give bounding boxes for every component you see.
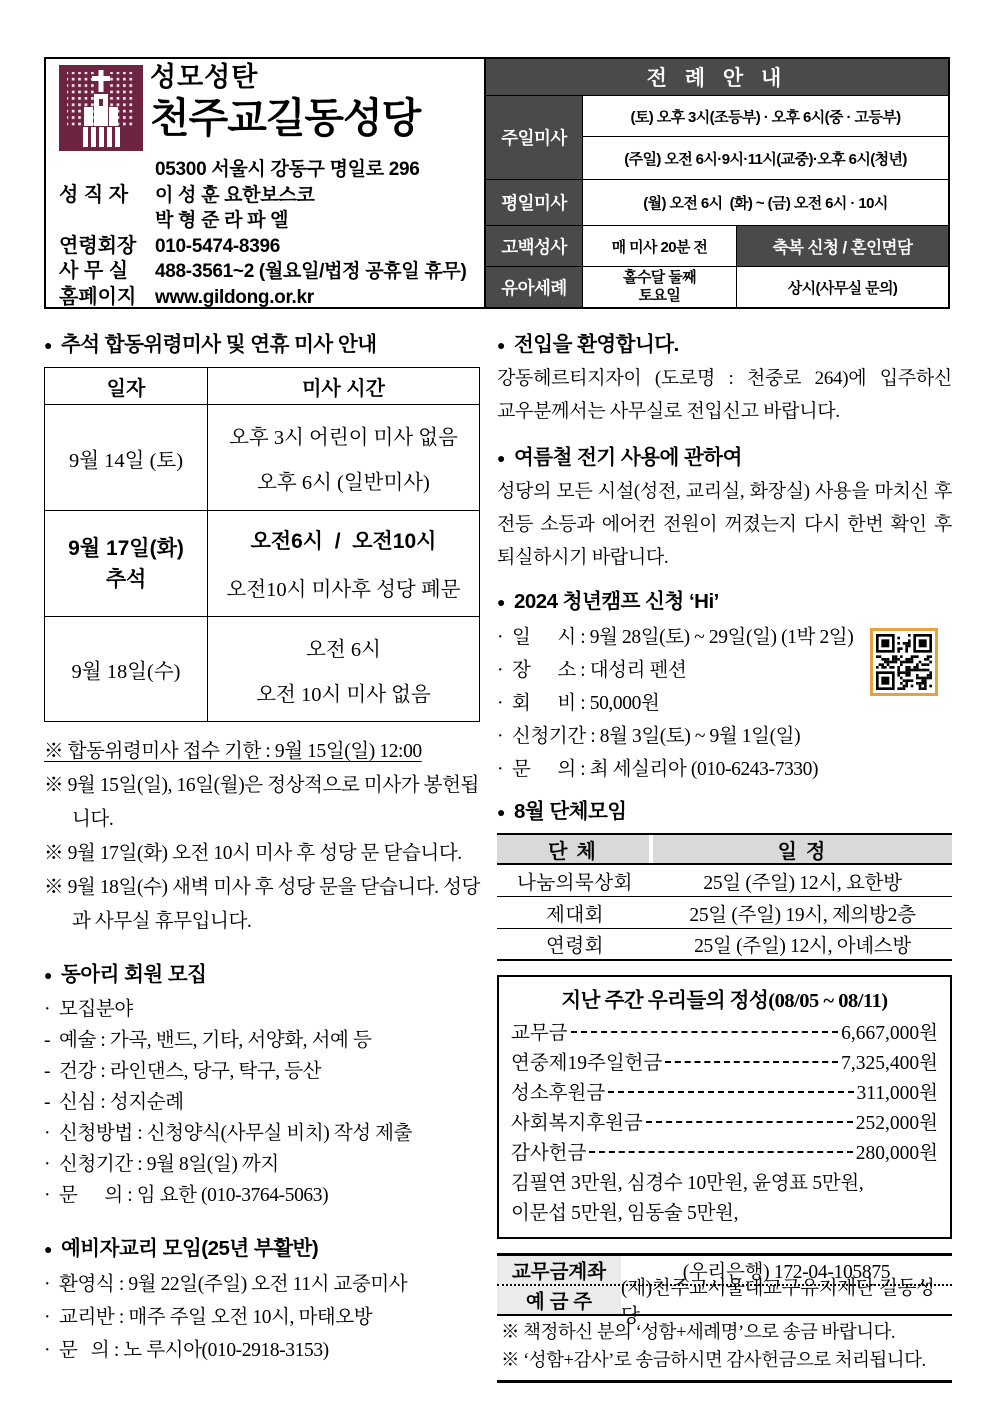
- list-item: - 예술 : 가곡, 밴드, 기타, 서양화, 서예 등: [44, 1030, 372, 1051]
- offering-amount: 311,000원: [856, 1083, 938, 1104]
- info-label: [59, 208, 155, 234]
- column-header-time: 미사 시간: [208, 368, 479, 404]
- address-value: 05300 서울시 강동구 명일로 296: [155, 159, 420, 180]
- section-title-text: 전입을 환영합니다.: [513, 333, 679, 356]
- list-item: · 회 비 : 50,000원: [497, 693, 660, 714]
- section-title-text: 8월 단체모임: [513, 800, 627, 823]
- bullet-icon: ●: [497, 337, 505, 353]
- offering-label: 성소후원금: [511, 1083, 606, 1104]
- list-item: · 교리반 : 매주 주일 오전 10시, 마태오방: [44, 1307, 373, 1328]
- account-holder-row: [497, 1278, 952, 1327]
- parish-titles: [150, 61, 420, 143]
- offering-amount: 280,000원: [855, 1143, 938, 1164]
- dash-filler: [608, 1091, 853, 1093]
- list-item: - 신심 : 성지순례: [44, 1092, 184, 1113]
- mass-notes: [44, 735, 480, 939]
- list-item: · 장 소 : 대성리 펜션: [497, 660, 687, 681]
- electricity-paragraph: 성당의 모든 시설(성전, 교리실, 화장실) 사용을 마치신 후 전등 소등과 에어컨 전원이 꺼졌는지 다시 한번 확인 후 퇴실하시기 바랍니다.: [497, 481, 952, 568]
- weekday-mass-times: (월) 오전 6시 (화) ~ (금) 오전 6시 · 10시: [583, 180, 948, 225]
- group-name: 제대회: [545, 904, 604, 926]
- parish-identity-box: [46, 59, 484, 307]
- baptism-consult-cell: 상시(사무실 문의): [737, 267, 948, 307]
- homepage-row: [59, 285, 479, 311]
- info-label: 사 무 실: [59, 260, 129, 282]
- section-title-catechumen: [44, 1235, 480, 1263]
- list-item: · 환영식 : 9월 22일(주일) 오전 11시 교중미사: [44, 1274, 408, 1295]
- confession-label: 고백성사: [486, 226, 582, 266]
- blessing-consult-cell: 축복 신청 / 혼인면담: [737, 226, 948, 266]
- offering-row: [511, 1139, 938, 1169]
- left-column: [44, 331, 480, 1367]
- offering-label: 교무금: [511, 1023, 568, 1044]
- section-title-text: 동아리 회원 모집: [60, 963, 207, 986]
- bullet-icon: ●: [497, 450, 505, 466]
- holiday-mass-table: [44, 367, 480, 722]
- note-item: ※ 9월 17일(화) 오전 10시 미사 후 성당 문 닫습니다.: [44, 843, 462, 864]
- group-schedule: 25일 (주일) 19시, 제의방2층: [689, 904, 916, 926]
- list-item: · 문 의 : 노 루시아(010-2918-3153): [44, 1340, 329, 1361]
- table-row-times: [208, 617, 479, 721]
- section-title-chuseok-mass: [44, 331, 480, 359]
- list-item: · 신청방법 : 신청양식(사무실 비치) 작성 제출: [44, 1123, 413, 1144]
- table-row-date: 9월 18일(수): [45, 617, 207, 721]
- account-note: ※ ‘성함+감사’로 송금하시면 감사헌금으로 처리됩니다.: [501, 1351, 926, 1371]
- table-row: [497, 929, 952, 961]
- offering-amount: 252,000원: [855, 1113, 938, 1134]
- section-title-text: 여름철 전기 사용에 관하여: [513, 446, 742, 469]
- note-item: ※ 9월 15일(일), 16일(월)은 정상적으로 미사가 봉헌됩니다.: [44, 775, 479, 830]
- weekly-offering-box: [497, 975, 952, 1239]
- parish-subtitle: 성모성탄: [150, 62, 259, 92]
- list-item: - 건강 : 라인댄스, 당구, 탁구, 등산: [44, 1061, 322, 1082]
- account-number-value: (우리은행) 172-04-105875: [682, 1262, 891, 1283]
- clergy-name: 박 형 준 라 파 엘: [155, 210, 289, 231]
- right-column: [497, 331, 952, 1383]
- list-item: · 신청기간 : 8월 3일(토) ~ 9월 1일(일): [497, 726, 801, 747]
- clergy-name: 이 성 훈 요한보스코: [155, 184, 315, 206]
- august-meetings-table: [497, 833, 952, 961]
- liturgy-table-title: 전 례 안 내: [486, 59, 948, 95]
- phone-value: 010-5474-8396: [155, 235, 280, 257]
- note-item: ※ 합동위령미사 접수 기한 : 9월 15일(일) 12:00: [44, 741, 422, 762]
- section-title-text: 2024 청년캠프 신청 ‘Hi’: [513, 590, 719, 613]
- account-notes: [497, 1316, 952, 1380]
- office-value: 488-3561~2 (월요일/법정 공휴일 휴무): [155, 261, 467, 282]
- club-recruit-list: [44, 994, 480, 1211]
- bullet-icon: ●: [44, 967, 52, 983]
- table-row: [497, 897, 952, 929]
- group-name: 연령회: [545, 936, 604, 957]
- section-title-electricity: [497, 444, 952, 472]
- welcome-paragraph: 강동헤르티지자이 (도로명 : 천중로 264)에 입주하신 교우분께서는 사무실로 전입신고 바랍니다.: [497, 368, 952, 422]
- bullet-icon: ●: [44, 337, 52, 353]
- section-title-club-recruit: [44, 961, 480, 989]
- list-item: · 신청기간 : 9월 8일(일) 까지: [44, 1154, 279, 1175]
- address-row: [59, 157, 479, 183]
- parish-contact-info: [59, 157, 479, 310]
- bullet-icon: ●: [44, 1241, 52, 1257]
- table-row-date: 9월 14일 (토): [45, 405, 207, 510]
- donor-line: 김필연 3만원, 심경수 10만원, 윤영표 5만원,: [511, 1173, 864, 1194]
- mass-time-line: 오후 6시 (일반미사): [257, 472, 430, 494]
- sunday-mass-saturday-times: (토) 오후 3시(조등부) · 오후 6시(중 · 고등부): [583, 96, 948, 136]
- parish-name: 천주교길동성당: [150, 95, 421, 141]
- sunday-mass-sunday-times: (주일) 오전 6시·9시·11시(교중)·오후 6시(청년): [583, 137, 948, 179]
- liturgy-table: [484, 59, 948, 307]
- group-name: 나눔의묵상회: [516, 872, 634, 894]
- group-schedule: 25일 (주일) 12시, 요한방: [703, 872, 902, 894]
- clergy-row: [59, 183, 479, 209]
- section-title-text: 예비자교리 모임(25년 부활반): [60, 1237, 319, 1260]
- infant-baptism-time: [583, 267, 736, 307]
- confession-time: 매 미사 20분 전: [583, 226, 736, 266]
- baptism-line2: 토요일: [638, 287, 681, 304]
- infant-baptism-label: 유아세례: [486, 267, 582, 307]
- group-schedule: 25일 (주일) 12시, 아녜스방: [694, 936, 911, 957]
- bullet-icon: ●: [497, 594, 505, 610]
- qr-code: [870, 628, 938, 696]
- section-title-august-meetings: [497, 798, 952, 826]
- dash-filler: [589, 1151, 852, 1153]
- offering-amount: 6,667,000원: [841, 1023, 938, 1044]
- dash-filler: [646, 1121, 853, 1123]
- account-info-table: [497, 1253, 952, 1383]
- note-item: ※ 9월 18일(수) 새벽 미사 후 성당 문을 닫습니다. 성당과 사무실 휴무입니다.: [44, 877, 480, 932]
- offering-row: [511, 1019, 938, 1049]
- account-holder-value: (재)천주교서울대교구유지재단 길동성당: [621, 1278, 935, 1327]
- mass-time-bold: 오전6시 / 오전10시: [250, 529, 437, 553]
- baptism-line1: 홀수달 둘째: [622, 269, 697, 286]
- clergy-row: [59, 208, 479, 234]
- offering-label: 감사헌금: [511, 1143, 587, 1164]
- mass-time-line: 오전10시 미사후 성당 폐문: [226, 578, 461, 601]
- account-number-label: 교무금계좌: [497, 1256, 621, 1284]
- table-row-date-chuseok: [45, 511, 207, 616]
- bullet-icon: ●: [497, 804, 505, 820]
- offering-row: [511, 1109, 938, 1139]
- list-item: · 문 의 : 임 요한 (010-3764-5063): [44, 1185, 329, 1206]
- dash-filler: [571, 1031, 839, 1033]
- weekday-mass-label: 평일미사: [486, 180, 582, 225]
- list-item: · 일 시 : 9월 28일(토) ~ 29일(일) (1박 2일): [497, 627, 854, 648]
- section-title-text: 추석 합동위령미사 및 연휴 미사 안내: [60, 333, 377, 356]
- meetings-table-header: [497, 835, 952, 865]
- phone-row: [59, 234, 479, 260]
- column-header-group: 단 체: [497, 835, 649, 863]
- offering-amount: 7,325,400원: [841, 1053, 938, 1074]
- account-holder-label: 예 금 주: [497, 1286, 621, 1314]
- mass-time-line: 오후 3시 어린이 미사 없음: [229, 427, 458, 449]
- mass-time-line: 오전 6시: [306, 638, 381, 661]
- offering-label: 연중제19주일헌금: [511, 1053, 663, 1074]
- dash-filler: [665, 1061, 838, 1063]
- offering-label: 사회복지후원금: [511, 1113, 643, 1134]
- mass-time-line: 오전 10시 미사 없음: [256, 683, 431, 706]
- table-row: [497, 865, 952, 897]
- offering-row: [511, 1079, 938, 1109]
- list-item: · 문 의 : 최 세실리아 (010-6243-7330): [497, 759, 819, 780]
- chuseok-date: 9월 17일(화): [68, 536, 184, 560]
- catechumen-list: [44, 1268, 480, 1367]
- offering-row: [511, 1049, 938, 1079]
- account-note: ※ 책정하신 분의 ‘성함+세례명’으로 송금 바랍니다.: [501, 1323, 896, 1343]
- column-header-date: 일자: [45, 368, 207, 404]
- table-row-times-chuseok: [208, 511, 479, 616]
- info-label: 성 직 자: [59, 183, 129, 206]
- table-row-times: [208, 405, 479, 510]
- info-label: 연령회장: [59, 234, 137, 257]
- header-frame: [44, 57, 950, 309]
- section-title-youth-camp: [497, 588, 952, 616]
- section-title-welcome: [497, 331, 952, 359]
- info-label: 홈페이지: [59, 285, 137, 308]
- homepage-url: www.gildong.or.kr: [155, 286, 314, 308]
- church-cross-logo: [59, 65, 143, 151]
- chuseok-label: 추석: [105, 567, 147, 591]
- donor-line: 이문섭 5만원, 임동술 5만원,: [511, 1203, 739, 1224]
- list-item: · 모집분야: [44, 999, 133, 1020]
- column-header-schedule: 일 정: [653, 835, 952, 863]
- sunday-mass-label: 주일미사: [486, 96, 582, 179]
- youth-camp-section: [497, 588, 952, 786]
- office-row: [59, 259, 479, 285]
- offering-title: 지난 주간 우리들의 정성(08/05 ~ 08/11): [561, 990, 888, 1012]
- info-label: [59, 157, 155, 183]
